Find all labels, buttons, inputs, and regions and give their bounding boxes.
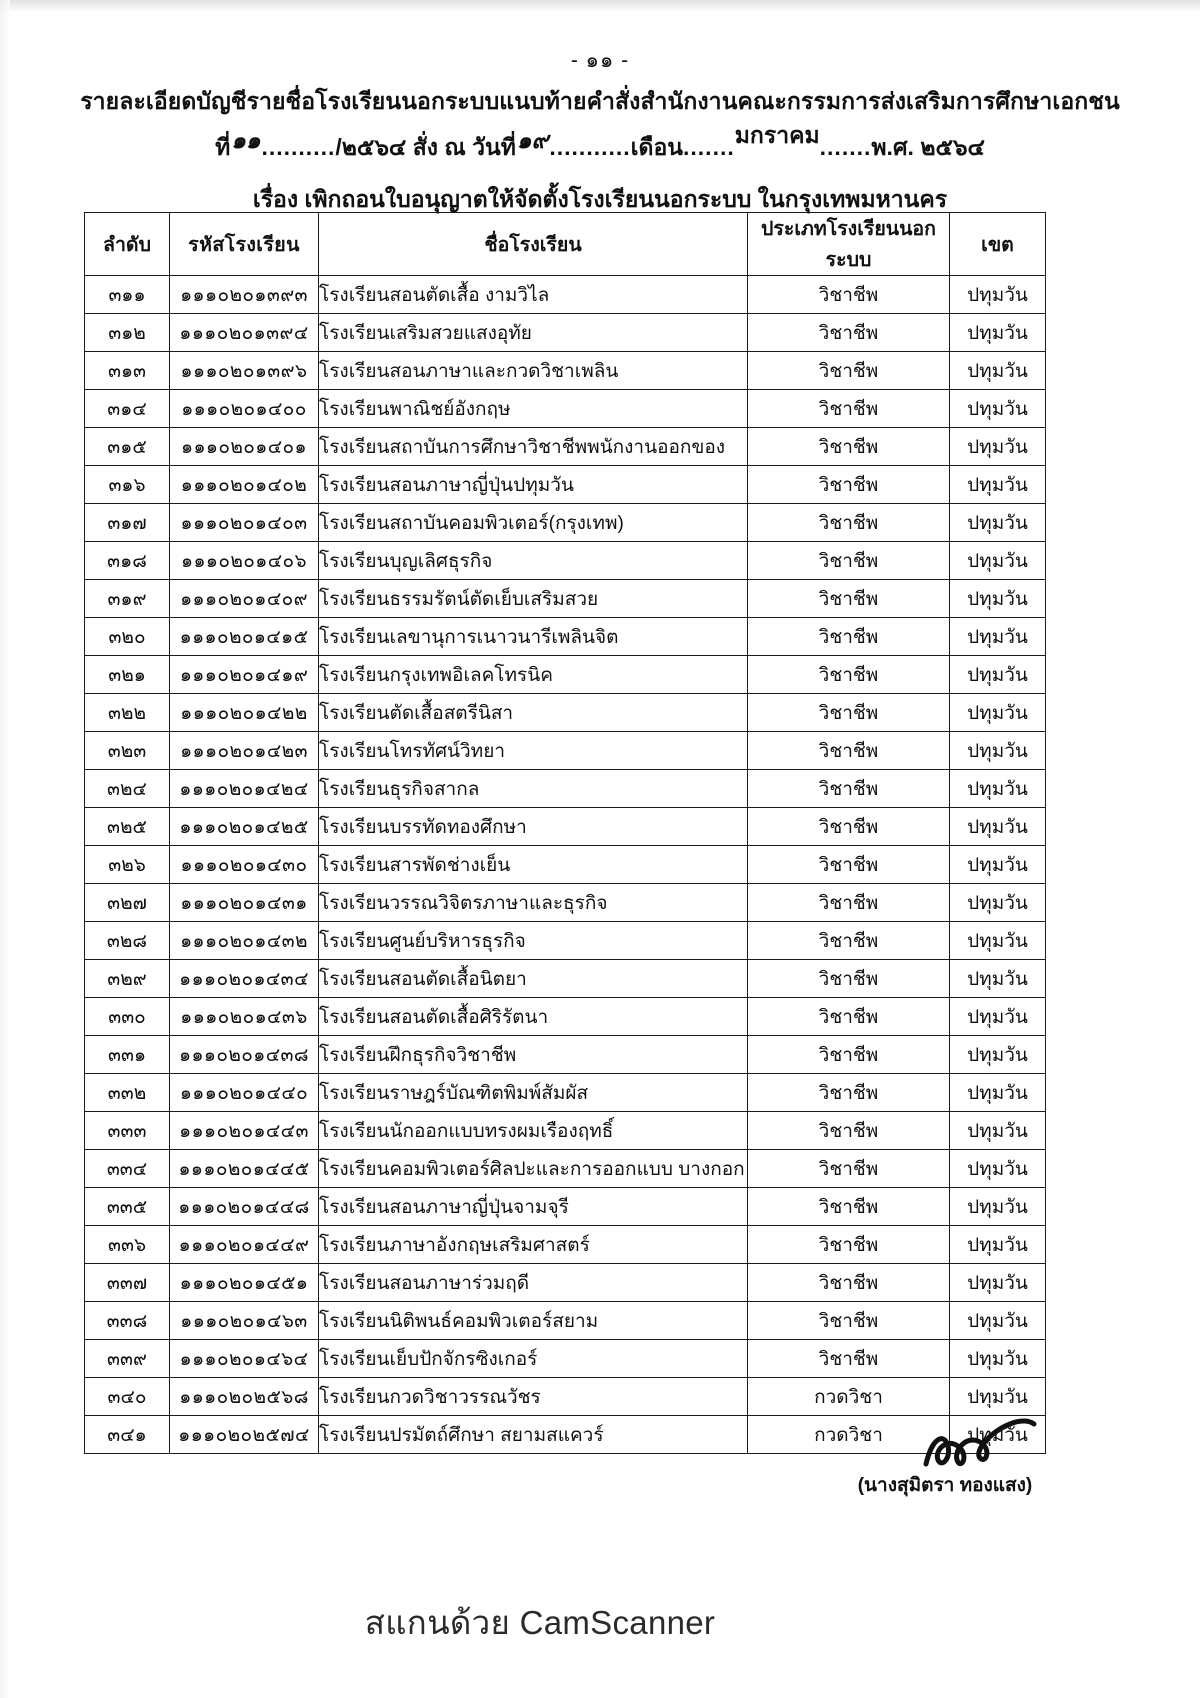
cell-school-type: วิชาชีพ: [748, 998, 950, 1036]
cell-school-code: ๑๑๑๐๒๐๒๕๗๔: [170, 1416, 319, 1454]
table-header-row: [85, 213, 1046, 276]
cell-school-type: วิชาชีพ: [748, 770, 950, 808]
cell-school-code: ๑๑๑๐๒๐๑๔๕๑: [170, 1264, 319, 1302]
cell-district: ปทุมวัน: [950, 846, 1046, 884]
cell-school-code: ๑๑๑๐๒๐๑๔๑๕: [170, 618, 319, 656]
column-header-school-name: ชื่อโรงเรียน: [319, 213, 748, 276]
document-header: [0, 84, 1200, 218]
cell-school-code: ๑๑๑๐๒๐๑๓๙๔: [170, 314, 319, 352]
cell-district: ปทุมวัน: [950, 1036, 1046, 1074]
cell-school-type: วิชาชีพ: [748, 580, 950, 618]
cell-school-name: โรงเรียนบรรทัดทองศึกษา: [319, 808, 748, 846]
cell-school-type: วิชาชีพ: [748, 276, 950, 314]
cell-district: ปทุมวัน: [950, 1226, 1046, 1264]
cell-district: ปทุมวัน: [950, 542, 1046, 580]
month-handwritten: มกราคม: [734, 123, 820, 149]
table-row: [85, 466, 1046, 504]
school-registry-table-container: [84, 212, 1040, 1454]
cell-district: ปทุมวัน: [950, 1150, 1046, 1188]
cell-school-code: ๑๑๑๐๒๐๑๔๐๓: [170, 504, 319, 542]
cell-school-code: ๑๑๑๐๒๐๑๔๔๙: [170, 1226, 319, 1264]
cell-district: ปทุมวัน: [950, 1112, 1046, 1150]
cell-school-name: โรงเรียนสถาบันคอมพิวเตอร์(กรุงเทพ): [319, 504, 748, 542]
cell-school-name: โรงเรียนวรรณวิจิตรภาษาและธุรกิจ: [319, 884, 748, 922]
cell-district: ปทุมวัน: [950, 276, 1046, 314]
cell-school-type: วิชาชีพ: [748, 428, 950, 466]
cell-order: ๓๔๐: [85, 1378, 170, 1416]
table-body: [85, 276, 1046, 1454]
cell-school-code: ๑๑๑๐๒๐๑๔๔๐: [170, 1074, 319, 1112]
cell-school-name: โรงเรียนตัดเสื้อสตรีนิสา: [319, 694, 748, 732]
cell-order: ๓๒๗: [85, 884, 170, 922]
table-row: [85, 1150, 1046, 1188]
cell-school-code: ๑๑๑๐๒๐๑๔๔๕: [170, 1150, 319, 1188]
cell-school-code: ๑๑๑๐๒๐๑๔๓๖: [170, 998, 319, 1036]
cell-order: ๓๑๗: [85, 504, 170, 542]
cell-school-type: วิชาชีพ: [748, 1302, 950, 1340]
cell-school-name: โรงเรียนนักออกแบบทรงผมเรืองฤทธิ์: [319, 1112, 748, 1150]
order-year-label: /๒๕๖๔: [335, 134, 407, 160]
day-handwritten: ๑๙: [516, 128, 549, 154]
table-row: [85, 618, 1046, 656]
month-label: เดือน: [630, 134, 684, 160]
order-reference-line: [215, 123, 985, 166]
cell-school-type: วิชาชีพ: [748, 1340, 950, 1378]
cell-school-type: วิชาชีพ: [748, 352, 950, 390]
cell-school-name: โรงเรียนคอมพิวเตอร์ศิลปะและการออกแบบ บางกอก: [319, 1150, 748, 1188]
cell-school-type: วิชาชีพ: [748, 1264, 950, 1302]
column-header-district: เขต: [950, 213, 1046, 276]
cell-school-name: โรงเรียนบุญเลิศธุรกิจ: [319, 542, 748, 580]
column-header-order: ลำดับ: [85, 213, 170, 276]
cell-school-code: ๑๑๑๐๒๐๑๔๓๐: [170, 846, 319, 884]
cell-school-code: ๑๑๑๐๒๐๑๔๐๖: [170, 542, 319, 580]
cell-school-name: โรงเรียนศูนย์บริหารธุรกิจ: [319, 922, 748, 960]
table-row: [85, 732, 1046, 770]
cell-district: ปทุมวัน: [950, 1074, 1046, 1112]
cell-school-type: วิชาชีพ: [748, 1112, 950, 1150]
cell-school-name: โรงเรียนสอนตัดเสื้อนิตยา: [319, 960, 748, 998]
document-title-line-1: รายละเอียดบัญชีรายชื่อโรงเรียนนอกระบบแนบท้ายคำสั่งสำนักงานคณะกรรมการส่งเสริมการศึกษาเอกชน: [80, 88, 1120, 114]
month-dots-left: .......: [683, 134, 735, 160]
cell-district: ปทุมวัน: [950, 694, 1046, 732]
cell-school-type: วิชาชีพ: [748, 922, 950, 960]
cell-school-name: โรงเรียนสอนตัดเสื้อ งามวิไล: [319, 276, 748, 314]
table-row: [85, 504, 1046, 542]
cell-school-name: โรงเรียนสอนภาษาและกวดวิชาเพลิน: [319, 352, 748, 390]
cell-school-name: โรงเรียนธุรกิจสากล: [319, 770, 748, 808]
cell-order: ๓๒๘: [85, 922, 170, 960]
cell-school-type: วิชาชีพ: [748, 1226, 950, 1264]
cell-order: ๓๑๕: [85, 428, 170, 466]
cell-district: ปทุมวัน: [950, 428, 1046, 466]
cell-school-name: โรงเรียนสอนภาษาญี่ปุ่นจามจุรี: [319, 1188, 748, 1226]
cell-school-type: กวดวิชา: [748, 1378, 950, 1416]
cell-order: ๓๑๙: [85, 580, 170, 618]
cell-school-type: วิชาชีพ: [748, 390, 950, 428]
cell-school-name: โรงเรียนเย็บปักจักรซิงเกอร์: [319, 1340, 748, 1378]
table-row: [85, 1416, 1046, 1454]
table-row: [85, 314, 1046, 352]
cell-district: ปทุมวัน: [950, 314, 1046, 352]
cell-school-name: โรงเรียนสอนตัดเสื้อศิริรัตนา: [319, 998, 748, 1036]
table-row: [85, 390, 1046, 428]
cell-school-code: ๑๑๑๐๒๐๑๓๙๓: [170, 276, 319, 314]
cell-order: ๓๓๖: [85, 1226, 170, 1264]
order-number-dots: ..........: [261, 134, 336, 160]
cell-school-name: โรงเรียนสอนภาษาญี่ปุ่นปทุมวัน: [319, 466, 748, 504]
cell-school-type: วิชาชีพ: [748, 618, 950, 656]
cell-school-type: วิชาชีพ: [748, 1036, 950, 1074]
column-header-school-type: ประเภทโรงเรียนนอกระบบ: [748, 213, 950, 276]
cell-order: ๓๓๙: [85, 1340, 170, 1378]
table-row: [85, 580, 1046, 618]
table-row: [85, 656, 1046, 694]
cell-school-code: ๑๑๑๐๒๐๑๔๐๑: [170, 428, 319, 466]
signatory-name: (นางสุมิตรา ทองแสง): [857, 1475, 1033, 1496]
cell-school-type: วิชาชีพ: [748, 314, 950, 352]
year-label: พ.ศ. ๒๕๖๔: [871, 134, 985, 160]
cell-school-type: กวดวิชา: [748, 1416, 950, 1454]
cell-order: ๓๓๕: [85, 1188, 170, 1226]
cell-order: ๓๒๓: [85, 732, 170, 770]
cell-school-name: โรงเรียนสถาบันการศึกษาวิชาชีพพนักงานออกของ: [319, 428, 748, 466]
cell-school-code: ๑๑๑๐๒๐๑๔๔๓: [170, 1112, 319, 1150]
cell-district: ปทุมวัน: [950, 960, 1046, 998]
cell-district: ปทุมวัน: [950, 922, 1046, 960]
table-row: [85, 1302, 1046, 1340]
signature-block: [0, 1470, 1200, 1500]
cell-school-type: วิชาชีพ: [748, 542, 950, 580]
cell-order: ๓๓๑: [85, 1036, 170, 1074]
cell-order: ๓๓๓: [85, 1112, 170, 1150]
cell-school-code: ๑๑๑๐๒๐๒๕๖๘: [170, 1378, 319, 1416]
table-row: [85, 1340, 1046, 1378]
watermark-thai-text: สแกนด้วย: [364, 1604, 511, 1641]
signature-inner: [858, 1470, 1033, 1500]
cell-school-name: โรงเรียนภาษาอังกฤษเสริมศาสตร์: [319, 1226, 748, 1264]
cell-school-type: วิชาชีพ: [748, 694, 950, 732]
cell-district: ปทุมวัน: [950, 884, 1046, 922]
cell-school-name: โรงเรียนสอนภาษาร่วมฤดี: [319, 1264, 748, 1302]
table-row: [85, 770, 1046, 808]
cell-order: ๓๓๘: [85, 1302, 170, 1340]
table-row: [85, 884, 1046, 922]
order-number-handwritten: ๑๑: [231, 128, 261, 154]
cell-order: ๓๑๒: [85, 314, 170, 352]
cell-district: ปทุมวัน: [950, 466, 1046, 504]
order-prefix-label: ที่: [215, 134, 231, 160]
cell-school-code: ๑๑๑๐๒๐๑๔๔๘: [170, 1188, 319, 1226]
cell-district: ปทุมวัน: [950, 1188, 1046, 1226]
table-row: [85, 542, 1046, 580]
cell-school-type: วิชาชีพ: [748, 1150, 950, 1188]
cell-order: ๓๒๒: [85, 694, 170, 732]
cell-school-name: โรงเรียนเสริมสวยแสงอุทัย: [319, 314, 748, 352]
page-number: - ๑๑ -: [570, 49, 630, 72]
column-header-school-code: รหัสโรงเรียน: [170, 213, 319, 276]
cell-district: ปทุมวัน: [950, 808, 1046, 846]
cell-district: ปทุมวัน: [950, 580, 1046, 618]
cell-order: ๓๓๐: [85, 998, 170, 1036]
cell-school-type: วิชาชีพ: [748, 1074, 950, 1112]
scan-edge-shadow-left: [0, 0, 10, 1698]
table-row: [85, 352, 1046, 390]
cell-order: ๓๒๑: [85, 656, 170, 694]
school-registry-table: [84, 212, 1046, 1454]
table-row: [85, 276, 1046, 314]
cell-district: ปทุมวัน: [950, 352, 1046, 390]
cell-order: ๓๑๖: [85, 466, 170, 504]
cell-school-code: ๑๑๑๐๒๐๑๔๒๒: [170, 694, 319, 732]
cell-school-name: โรงเรียนพาณิชย์อังกฤษ: [319, 390, 748, 428]
table-row: [85, 1112, 1046, 1150]
table-row: [85, 960, 1046, 998]
month-dots-right: .......: [819, 134, 872, 160]
cell-school-code: ๑๑๑๐๒๐๑๔๑๙: [170, 656, 319, 694]
cell-district: ปทุมวัน: [950, 732, 1046, 770]
table-row: [85, 1074, 1046, 1112]
camscanner-watermark: [0, 1596, 1200, 1649]
cell-school-type: วิชาชีพ: [748, 884, 950, 922]
cell-district: ปทุมวัน: [950, 1302, 1046, 1340]
cell-school-code: ๑๑๑๐๒๐๑๔๓๔: [170, 960, 319, 998]
cell-school-type: วิชาชีพ: [748, 504, 950, 542]
cell-school-type: วิชาชีพ: [748, 960, 950, 998]
table-row: [85, 1264, 1046, 1302]
cell-order: ๓๔๑: [85, 1416, 170, 1454]
table-row: [85, 1226, 1046, 1264]
watermark-brand-text: CamScanner: [519, 1604, 716, 1641]
table-row: [85, 808, 1046, 846]
cell-district: ปทุมวัน: [950, 504, 1046, 542]
cell-school-code: ๑๑๑๐๒๐๑๔๒๓: [170, 732, 319, 770]
cell-school-code: ๑๑๑๐๒๐๑๔๖๓: [170, 1302, 319, 1340]
cell-order: ๓๑๑: [85, 276, 170, 314]
cell-order: ๓๒๐: [85, 618, 170, 656]
cell-district: ปทุมวัน: [950, 656, 1046, 694]
cell-school-name: โรงเรียนฝึกธุรกิจวิชาชีพ: [319, 1036, 748, 1074]
table-row: [85, 428, 1046, 466]
cell-school-type: วิชาชีพ: [748, 732, 950, 770]
cell-district: ปทุมวัน: [950, 1264, 1046, 1302]
cell-district: ปทุมวัน: [950, 1416, 1046, 1454]
cell-district: ปทุมวัน: [950, 390, 1046, 428]
cell-district: ปทุมวัน: [950, 1378, 1046, 1416]
cell-order: ๓๓๒: [85, 1074, 170, 1112]
cell-order: ๓๑๘: [85, 542, 170, 580]
cell-order: ๓๒๙: [85, 960, 170, 998]
table-row: [85, 998, 1046, 1036]
table-header: [85, 213, 1046, 276]
cell-school-code: ๑๑๑๐๒๐๑๔๖๔: [170, 1340, 319, 1378]
cell-school-code: ๑๑๑๐๒๐๑๔๓๑: [170, 884, 319, 922]
cell-order: ๓๑๔: [85, 390, 170, 428]
cell-school-name: โรงเรียนนิติพนธ์คอมพิวเตอร์สยาม: [319, 1302, 748, 1340]
cell-school-code: ๑๑๑๐๒๐๑๔๐๐: [170, 390, 319, 428]
cell-district: ปทุมวัน: [950, 998, 1046, 1036]
cell-school-name: โรงเรียนราษฎร์บัณฑิตพิมพ์สัมผัส: [319, 1074, 748, 1112]
cell-order: ๓๒๔: [85, 770, 170, 808]
cell-school-code: ๑๑๑๐๒๐๑๔๐๙: [170, 580, 319, 618]
cell-school-name: โรงเรียนเลขานุการเนาวนารีเพลินจิต: [319, 618, 748, 656]
cell-school-name: โรงเรียนกรุงเทพอิเลคโทรนิค: [319, 656, 748, 694]
day-dots: ...........: [549, 134, 631, 160]
cell-district: ปทุมวัน: [950, 770, 1046, 808]
cell-school-type: วิชาชีพ: [748, 808, 950, 846]
cell-school-type: วิชาชีพ: [748, 466, 950, 504]
cell-school-code: ๑๑๑๐๒๐๑๔๒๔: [170, 770, 319, 808]
cell-order: ๓๓๗: [85, 1264, 170, 1302]
cell-order: ๓๒๕: [85, 808, 170, 846]
cell-order: ๓๓๔: [85, 1150, 170, 1188]
cell-school-name: โรงเรียนกวดวิชาวรรณวัชร: [319, 1378, 748, 1416]
table-row: [85, 922, 1046, 960]
table-row: [85, 846, 1046, 884]
cell-school-code: ๑๑๑๐๒๐๑๔๒๕: [170, 808, 319, 846]
issued-at-label: สั่ง ณ วันที่: [412, 134, 516, 160]
table-row: [85, 1036, 1046, 1074]
cell-school-code: ๑๑๑๐๒๐๑๔๐๒: [170, 466, 319, 504]
cell-school-name: โรงเรียนธรรมรัตน์ตัดเย็บเสริมสวย: [319, 580, 748, 618]
cell-school-type: วิชาชีพ: [748, 1188, 950, 1226]
cell-order: ๓๒๖: [85, 846, 170, 884]
cell-school-type: วิชาชีพ: [748, 846, 950, 884]
cell-district: ปทุมวัน: [950, 1340, 1046, 1378]
cell-school-code: ๑๑๑๐๒๐๑๔๓๒: [170, 922, 319, 960]
cell-district: ปทุมวัน: [950, 618, 1046, 656]
table-row: [85, 694, 1046, 732]
scan-edge-shadow-top: [0, 0, 1200, 12]
cell-school-name: โรงเรียนโทรทัศน์วิทยา: [319, 732, 748, 770]
cell-school-name: โรงเรียนสารพัดช่างเย็น: [319, 846, 748, 884]
table-row: [85, 1188, 1046, 1226]
cell-school-code: ๑๑๑๐๒๐๑๔๓๘: [170, 1036, 319, 1074]
cell-school-code: ๑๑๑๐๒๐๑๓๙๖: [170, 352, 319, 390]
cell-order: ๓๑๓: [85, 352, 170, 390]
cell-school-type: วิชาชีพ: [748, 656, 950, 694]
cell-school-name: โรงเรียนปรมัตถ์ศึกษา สยามสแควร์: [319, 1416, 748, 1454]
table-row: [85, 1378, 1046, 1416]
document-subject-line: เรื่อง เพิกถอนใบอนุญาตให้จัดตั้งโรงเรียนนอกระบบ ในกรุงเทพมหานคร: [252, 186, 948, 212]
